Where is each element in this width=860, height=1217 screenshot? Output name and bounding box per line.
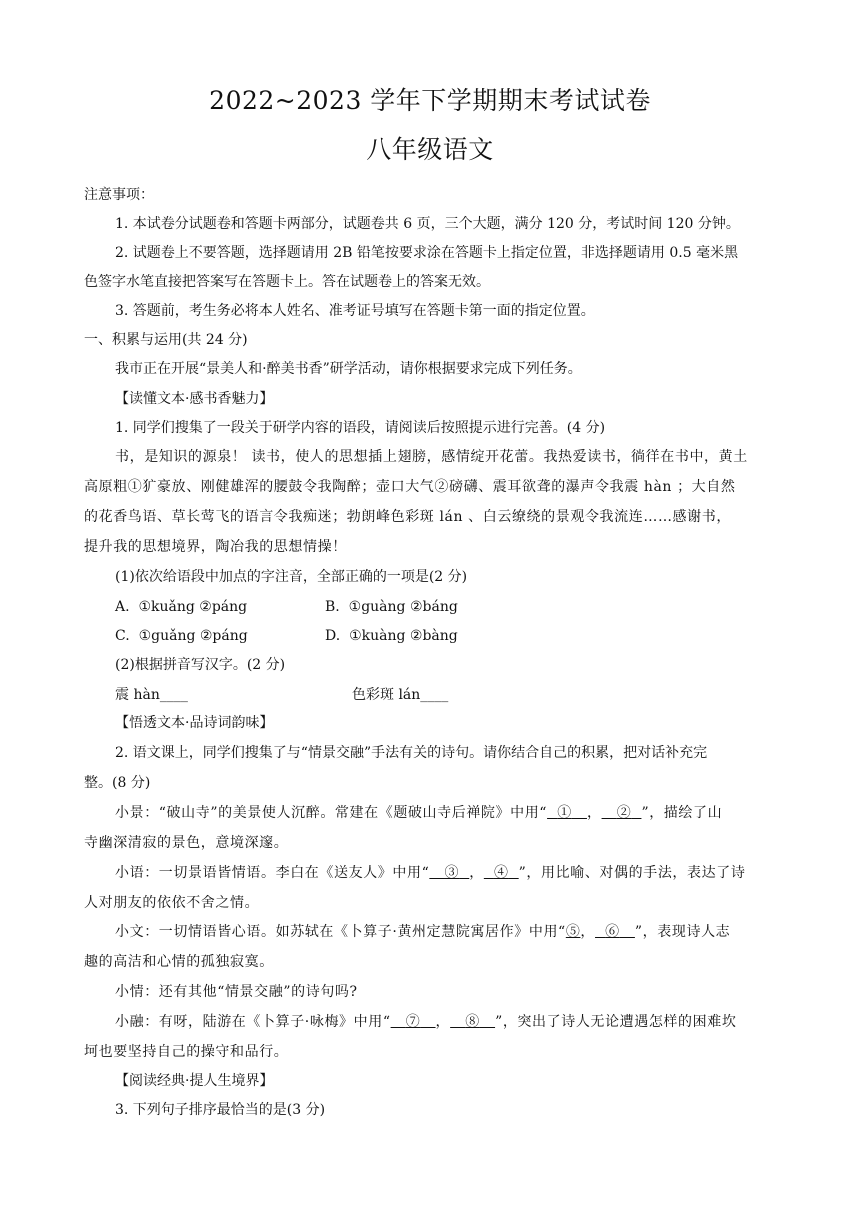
dialog-text: ”，表现诗人志	[634, 924, 731, 940]
question-stem: 2. 语文课上，同学们搜集了与“情景交融”手法有关的诗句。请你结合自己的积累，把对话补充完	[115, 745, 708, 761]
passage-line: 书，是知识的源泉！ 读书，使人的思想插上翅膀，感情绽开花蕾。我热爱读书，徜徉在书中，黄土	[115, 449, 748, 465]
blank-number: ⑧	[465, 1014, 480, 1030]
blank-number: ①	[557, 805, 572, 821]
option-text: ①guàng ②báng	[348, 599, 458, 615]
blank-number: ⑦	[405, 1014, 421, 1030]
section-intro: 我市正在开展“景美人和·醉美书香”研学活动，请你根据要求完成下列任务。	[115, 361, 582, 377]
fill-blank-han[interactable]: 震 hàn____	[115, 687, 188, 703]
notice-item: 1. 本试卷分试题卷和答题卡两部分，试题卷共 6 页，三个大题，满分 120 分，考试时间 120 分钟。	[115, 216, 740, 232]
blank-number: ⑤	[565, 924, 581, 940]
section-heading: 一、积累与运用(共 24 分)	[84, 332, 248, 348]
dialog-text: 趣的高洁和心情的孤独寂寞。	[84, 954, 274, 970]
answer-blank-7[interactable]	[391, 1014, 436, 1030]
passage-line: 提升我的思想境界，陶冶我的思想情操！	[84, 539, 347, 555]
answer-blank-3[interactable]	[429, 865, 469, 881]
sub-question: (2)根据拼音写汉字。(2 分)	[115, 657, 286, 673]
blank-number: ⑥	[605, 924, 620, 940]
dialog-line-xiaorong: 小融：有呀，陆游在《卜算子·咏梅》中用“ ⑦ ， ⑧ ”，突出了诗人无论遭遇怎样的困难坎	[115, 1014, 737, 1030]
notice-item: 3. 答题前，考生务必将本人姓名、准考证号填写在答题卡第一面的指定位置。	[115, 303, 595, 319]
answer-blank-2[interactable]	[602, 805, 642, 821]
blank-number: ③	[444, 865, 460, 881]
question-stem: 整。(8 分)	[84, 775, 151, 791]
notice-heading: 注意事项：	[84, 187, 154, 203]
answer-blank-5[interactable]	[566, 924, 581, 940]
task-heading: 【读懂文本·感书香魅力】	[115, 391, 274, 407]
dialog-text: ”，突出了诗人无论遭遇怎样的困难坎	[495, 1014, 737, 1030]
answer-blank-4[interactable]	[484, 865, 519, 881]
dialog-line-xiaowen: 小文：一切情语皆心语。如苏轼在《卜算子·黄州定慧院寓居作》中用“⑤， ⑥ ”，表现诗人志	[115, 924, 731, 940]
blank-number: ④	[493, 865, 509, 881]
passage-line: 高原粗①犷豪放、刚健雄浑的腰鼓令我陶醉；壶口大气②磅礴、震耳欲聋的瀑声令我震 hàn ；大自然	[84, 479, 736, 495]
answer-blank-6[interactable]	[595, 924, 635, 940]
dialog-text: ”，用比喻、对偶的手法，表达了诗	[518, 865, 746, 881]
dialog-text: 小景：“破山寺”的美景使人沉醉。常建在《题破山寺后禅院》中用“	[115, 805, 548, 821]
answer-blank-1[interactable]	[547, 805, 587, 821]
blank-number: ②	[616, 805, 632, 821]
option-d[interactable]	[325, 627, 458, 645]
dialog-text: 小语：一切景语皆情语。李白在《送友人》中用“	[115, 865, 430, 881]
task-heading: 【悟透文本·品诗词韵味】	[115, 715, 274, 731]
option-a[interactable]	[115, 598, 247, 616]
answer-blank-8[interactable]	[450, 1014, 495, 1030]
dialog-text: 坷也要坚持自己的操守和品行。	[84, 1044, 289, 1060]
option-text: ①guǎng ②páng	[138, 628, 248, 644]
dialog-text: 寺幽深清寂的景色，意境深邃。	[84, 835, 289, 851]
option-text: ①kuǎng ②páng	[138, 599, 248, 615]
option-label: C.	[115, 628, 130, 644]
option-c[interactable]	[115, 627, 248, 645]
sub-question: (1)依次给语段中加点的字注音，全部正确的一项是(2 分)	[115, 569, 468, 585]
passage-line: 的花香鸟语、草长莺飞的语言令我痴迷；勃朗峰色彩斑 lán 、白云缭绕的景观令我流连……感谢书，	[84, 509, 731, 525]
task-heading: 【阅读经典·提人生境界】	[115, 1073, 274, 1089]
option-label: B.	[325, 599, 340, 615]
exam-title: 2022~2023 学年下学期期末考试试卷	[209, 86, 651, 115]
option-b[interactable]	[325, 598, 458, 616]
dialog-text: ”，描绘了山	[641, 805, 723, 821]
option-text: ①kuàng ②bàng	[349, 628, 458, 644]
dialog-text: 小融：有呀，陆游在《卜算子·咏梅》中用“	[115, 1014, 391, 1030]
fill-blank-lan[interactable]: 色彩斑 lán____	[352, 687, 449, 703]
question-stem: 3. 下列句子排序最恰当的是(3 分)	[115, 1102, 326, 1118]
option-label: A.	[115, 599, 130, 615]
exam-subject: 八年级语文	[366, 135, 494, 164]
notice-item: 色签字水笔直接把答案写在答题卡上。答在试题卷上的答案无效。	[84, 274, 490, 290]
dialog-line-xiaoqing: 小情：还有其他“情景交融”的诗句吗?	[115, 984, 358, 1000]
dialog-line-xiaojing: 小景：“破山寺”的美景使人沉醉。常建在《题破山寺后禅院》中用“ ① ， ② ”，描绘了山	[115, 805, 723, 821]
notice-item: 2. 试题卷上不要答题，选择题请用 2B 铅笔按要求涂在答题卡上指定位置，非选择题请用 0.5 毫米黑	[115, 245, 739, 261]
dialog-text: 人对朋友的依依不舍之情。	[84, 895, 260, 911]
dialog-line-xiaoyu: 小语：一切景语皆情语。李白在《送友人》中用“ ③ ， ④ ”，用比喻、对偶的手法，表达了诗	[115, 865, 746, 881]
option-label: D.	[325, 628, 341, 644]
question-stem: 1. 同学们搜集了一段关于研学内容的语段，请阅读后按照提示进行完善。(4 分)	[115, 420, 606, 436]
dialog-text: 小文：一切情语皆心语。如苏轼在《卜算子·黄州定慧院寓居作》中用“	[115, 924, 566, 940]
